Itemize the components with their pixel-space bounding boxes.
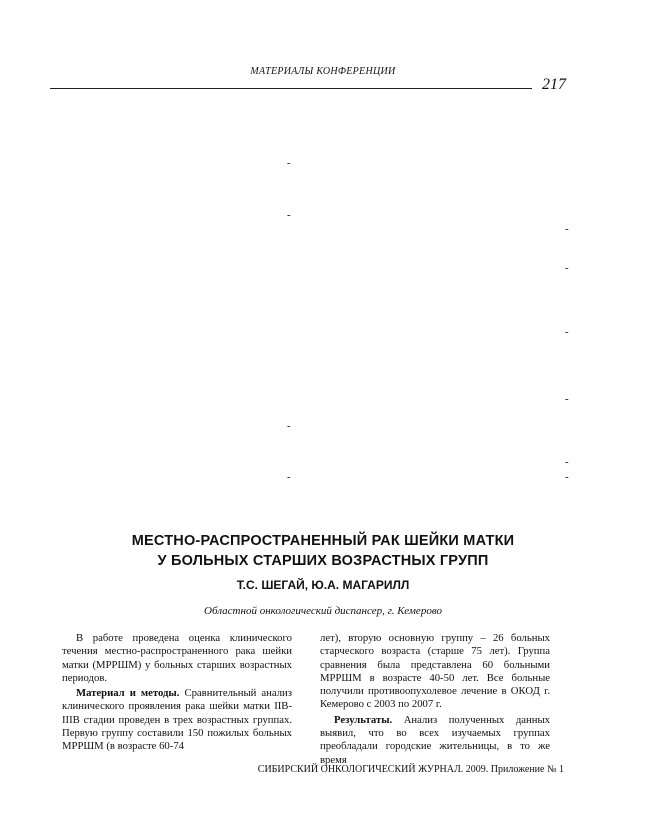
stray-mark: - bbox=[565, 471, 569, 483]
paragraph-results bbox=[320, 714, 550, 767]
stray-mark: - bbox=[565, 393, 569, 405]
paragraph-groups: лет), вторую основную группу – 26 больных старческого возраста (старше 75 лет). Группа сравнения была представлена 60 больными МРРШМ в возрасте 40-50 лет. Все больные получили противоопухолевое лечение в ОКОД г. Кемерово с 2003 по 2007 г. bbox=[320, 632, 550, 711]
results-text: Анализ полученных данных выявил, что во всех изучаемых группах преобладали городские жительницы, в то же время bbox=[320, 713, 550, 766]
authors: Т.С. ШЕГАЙ, Ю.А. МАГАРИЛЛ bbox=[236, 578, 410, 592]
header-rule bbox=[50, 88, 532, 89]
body-column-left bbox=[62, 632, 292, 756]
page-number: 217 bbox=[542, 76, 566, 93]
title-line-2: У БОЛЬНЫХ СТАРШИХ ВОЗРАСТНЫХ ГРУПП bbox=[157, 553, 489, 569]
stray-mark: - bbox=[287, 157, 291, 169]
paragraph-methods bbox=[62, 687, 292, 753]
stray-mark: - bbox=[287, 209, 291, 221]
stray-mark: - bbox=[565, 326, 569, 338]
article-title bbox=[0, 531, 646, 571]
results-heading: Результаты. bbox=[334, 713, 393, 726]
title-line-1: МЕСТНО-РАСПРОСТРАНЕННЫЙ РАК ШЕЙКИ МАТКИ bbox=[131, 533, 515, 549]
methods-text: Сравнительный анализ клинического проявления рака шейки матки IIB-IIIB стадии проведен в трех возрастных группах. Первую группу составили 150 пожилых больных МРРШМ (в возрасте 60-74 bbox=[62, 687, 292, 753]
stray-mark: - bbox=[287, 420, 291, 432]
methods-heading: Материал и методы. bbox=[76, 687, 180, 700]
affiliation: Областной онкологический диспансер, г. Кемерово bbox=[204, 605, 442, 617]
stray-mark: - bbox=[287, 471, 291, 483]
body-column-right bbox=[320, 632, 550, 769]
stray-mark: - bbox=[565, 456, 569, 468]
journal-footer: СИБИРСКИЙ ОНКОЛОГИЧЕСКИЙ ЖУРНАЛ. 2009. Приложение № 1 bbox=[257, 764, 564, 775]
section-label: МАТЕРИАЛЫ КОНФЕРЕНЦИИ bbox=[250, 66, 396, 77]
stray-mark: - bbox=[565, 223, 569, 235]
paragraph-intro: В работе проведена оценка клинического течения местно-распространенного рака шейки матки (МРРШМ) у больных старших возрастных периодов. bbox=[62, 632, 292, 684]
stray-mark: - bbox=[565, 262, 569, 274]
